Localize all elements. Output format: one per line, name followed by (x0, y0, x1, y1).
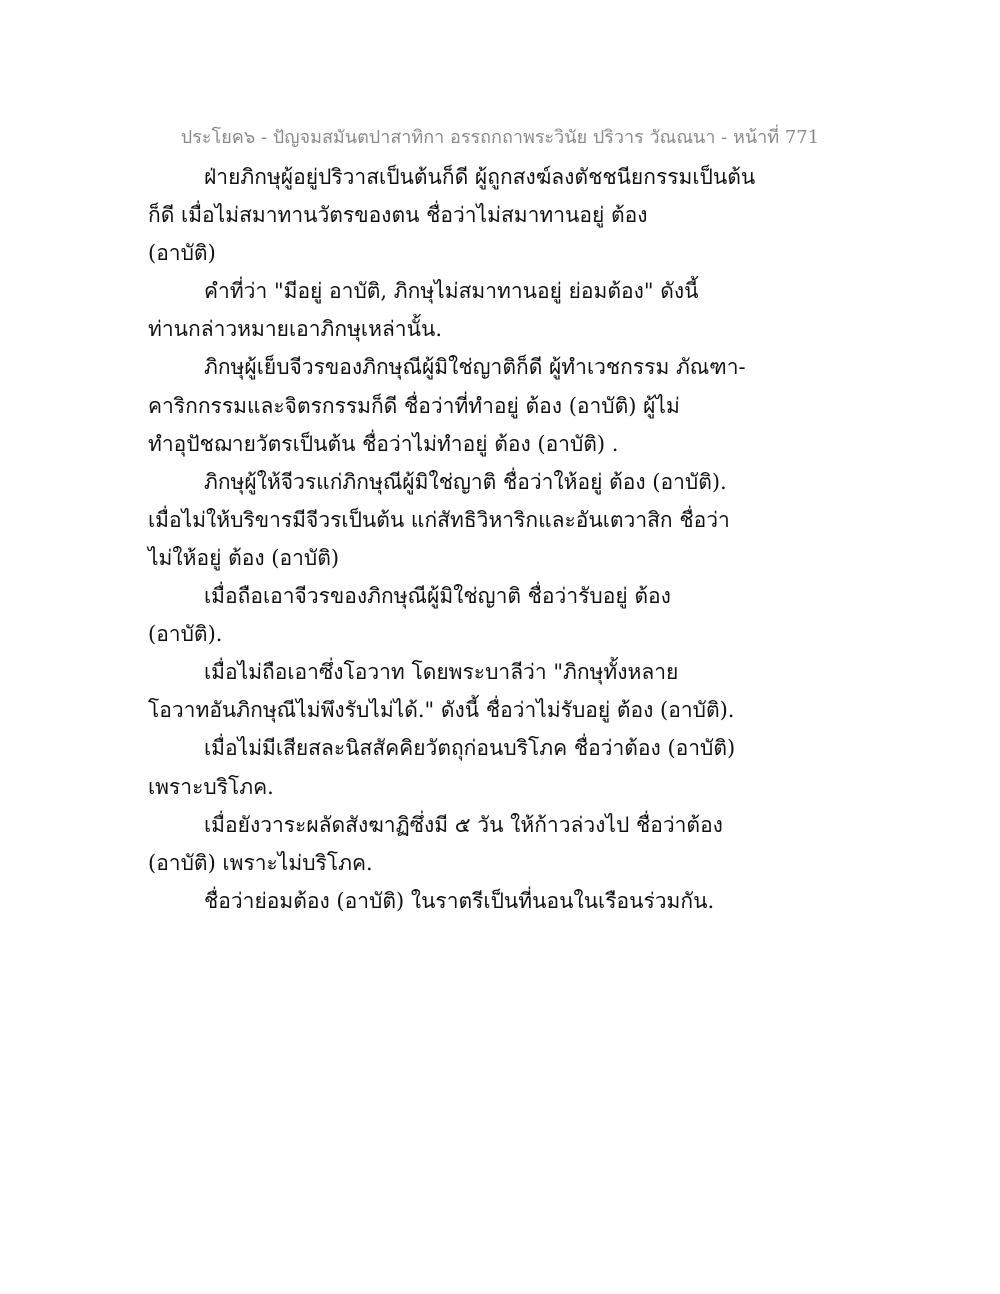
page-header: ประโยค๖ - ปัญจมสมันตปาสาทิกา อรรถกถาพระวินัย ปริวาร วัณณนา - หน้าที่ 771 (180, 127, 820, 148)
text-line: ฝ่ายภิกษุผู้อยู่ปริวาสเป็นต้นก็ดี ผู้ถูกสงฆ์ลงตัชชนียกรรมเป็นต้น (204, 165, 756, 189)
text-line: ชื่อว่าย่อมต้อง (อาบัติ) ในราตรีเป็นที่นอนในเรือนร่วมกัน. (204, 888, 715, 913)
text-line: โอวาทอันภิกษุณีไม่พึงรับไม่ได้." ดังนี้ ชื่อว่าไม่รับอยู่ ต้อง (อาบัติ). (148, 698, 735, 723)
text-line: เมื่อไม่มีเสียสละนิสสัคคิยวัตถุก่อนบริโภค ชื่อว่าต้อง (อาบัติ) (204, 736, 736, 761)
paragraph (148, 348, 848, 462)
text-line: ภิกษุผู้เย็บจีวรของภิกษุณีผู้มิใช่ญาติก็ดี ผู้ทำเวชกรรม ภัณฑา- (204, 355, 746, 380)
text-line: (อาบัติ) (148, 241, 216, 266)
paragraph (148, 577, 848, 653)
paragraph (148, 806, 848, 882)
text-line: ทำอุปัชฌายวัตรเป็นต้น ชื่อว่าไม่ทำอยู่ ต้อง (อาบัติ) . (148, 431, 619, 456)
paragraph (148, 729, 848, 805)
text-line: (อาบัติ) เพราะไม่บริโภค. (148, 850, 373, 875)
text-line: เมื่อไม่ถือเอาซึ่งโอวาท โดยพระบาลีว่า "ภิกษุทั้งหลาย (204, 660, 679, 685)
text-line: เมื่อถือเอาจีวรของภิกษุณีผู้มิใช่ญาติ ชื่อว่ารับอยู่ ต้อง (204, 584, 671, 609)
text-line: เมื่อยังวาระผลัดสังฆาฏิซึ่งมี ๕ วัน ให้ก้าวล่วงไป ชื่อว่าต้อง (204, 812, 723, 837)
text-line: ท่านกล่าวหมายเอาภิกษุเหล่านั้น. (148, 317, 442, 342)
text-line: เมื่อไม่ให้บริขารมีจีวรเป็นต้น แก่สัทธิวิหาริกและอันเตวาสิก ชื่อว่า (148, 507, 730, 532)
text-line: คาริกกรรมและจิตรกรรมก็ดี ชื่อว่าที่ทำอยู่ ต้อง (อาบัติ) ผู้ไม่ (148, 393, 680, 418)
text-line: คำที่ว่า "มีอยู่ อาบัติ, ภิกษุไม่สมาทานอยู่ ย่อมต้อง" ดังนี้ (204, 279, 699, 304)
text-line: ก็ดี เมื่อไม่สมาทานวัตรของตน ชื่อว่าไม่สมาทานอยู่ ต้อง (148, 203, 648, 228)
text-line: (อาบัติ). (148, 622, 223, 647)
body-text (148, 158, 848, 920)
text-line: เพราะบริโภค. (148, 774, 274, 799)
paragraph (148, 653, 848, 729)
paragraph (148, 882, 848, 920)
text-line: ไม่ให้อยู่ ต้อง (อาบัติ) (148, 545, 340, 570)
text-line: ภิกษุผู้ให้จีวรแก่ภิกษุณีผู้มิใช่ญาติ ชื่อว่าให้อยู่ ต้อง (อาบัติ). (204, 469, 727, 494)
paragraph (148, 463, 848, 577)
paragraph (148, 158, 848, 272)
paragraph (148, 272, 848, 348)
